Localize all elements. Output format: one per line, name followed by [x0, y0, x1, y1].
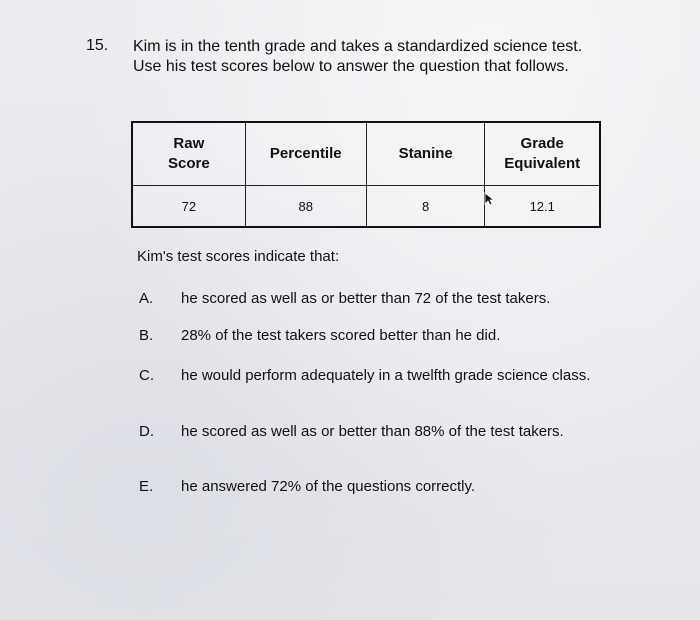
option-text: he scored as well as or better than 88% of the test takers.: [181, 423, 564, 440]
option-c[interactable]: [139, 366, 619, 406]
header-stanine: Stanine: [366, 122, 485, 186]
header-grade-equivalent-label: Grade Equivalent: [504, 135, 581, 172]
option-text: he scored as well as or better than 72 of the test takers.: [181, 290, 551, 307]
question-stem: Kim is in the tenth grade and takes a standardized science test. Use his test scores below to answer the question that follows.: [133, 38, 583, 75]
option-text: he would perform adequately in a twelfth grade science class.: [181, 367, 591, 384]
score-table: [131, 121, 601, 228]
option-letter: A.: [139, 290, 154, 307]
header-grade-equivalent: [485, 122, 600, 186]
option-d[interactable]: [139, 422, 619, 462]
question-prompt: Kim's test scores indicate that:: [137, 248, 340, 265]
option-a[interactable]: [139, 289, 619, 309]
score-table-value-row: [132, 186, 600, 228]
option-e[interactable]: [139, 477, 619, 497]
value-grade-equivalent: 12.1: [485, 186, 600, 228]
option-text: 28% of the test takers scored better than he did.: [181, 327, 501, 344]
value-stanine: 8: [366, 186, 485, 228]
option-b[interactable]: [139, 326, 619, 346]
option-letter: E.: [139, 478, 154, 495]
header-raw-score-label: Raw Score: [167, 135, 210, 172]
mouse-pointer-icon: [483, 192, 495, 206]
header-percentile: Percentile: [245, 122, 366, 186]
option-letter: D.: [139, 423, 154, 440]
option-letter: C.: [139, 367, 154, 384]
score-table-header-row: [132, 122, 600, 186]
option-text: he answered 72% of the questions correctly.: [181, 478, 476, 495]
option-letter: B.: [139, 327, 154, 344]
header-raw-score: [132, 122, 245, 186]
value-raw-score: 72: [132, 186, 245, 228]
question-number: 15.: [86, 37, 109, 54]
value-percentile: 88: [245, 186, 366, 228]
